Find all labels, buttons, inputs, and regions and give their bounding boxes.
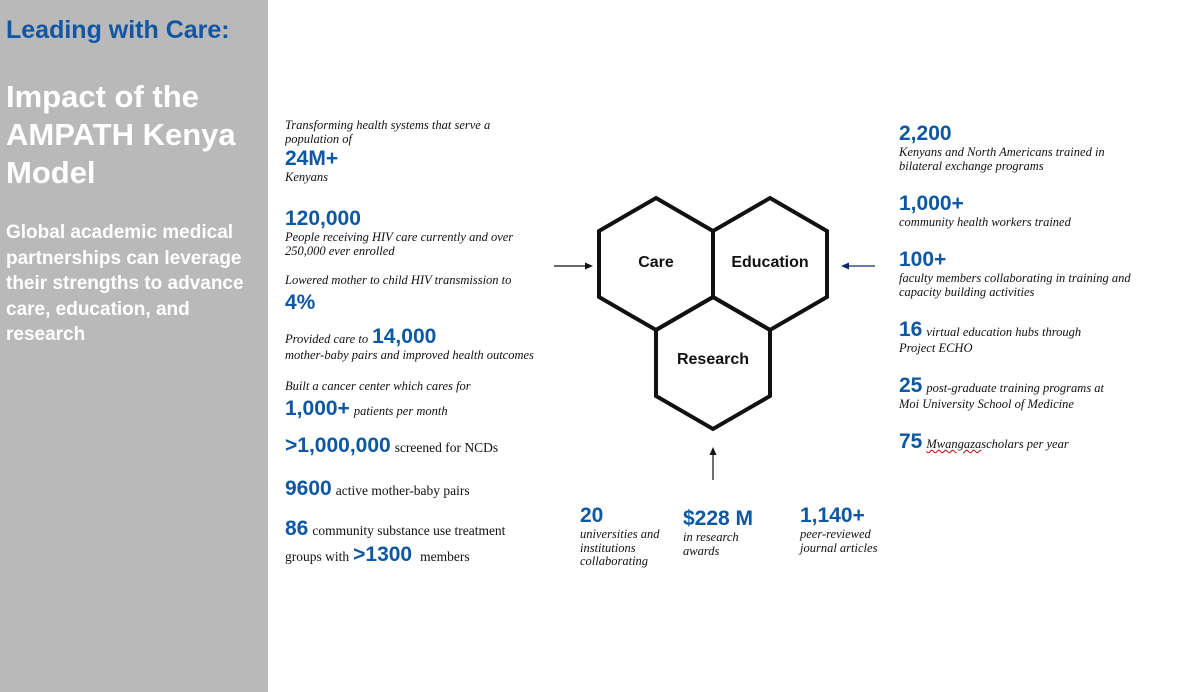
- stat-value: 86: [285, 517, 309, 540]
- slide-subtitle: Global academic medical partnerships can leverage their strengths to advance care, education, and research: [6, 222, 244, 345]
- slide-kicker: Leading with Care:: [6, 16, 230, 44]
- slide-title: Impact of the AMPATH Kenya Model: [6, 79, 236, 190]
- stat-caption: active mother-baby pairs: [335, 483, 470, 498]
- stat-mtct: [285, 274, 550, 315]
- stat-caption: community health workers trained: [899, 215, 1071, 229]
- stat-value: 2,200: [899, 122, 952, 145]
- stat-hiv-care: [285, 207, 550, 258]
- stat-caption: peer-reviewed journal articles: [800, 527, 878, 555]
- stat-echo: [899, 318, 1081, 356]
- stat-caption: community substance use treatment: [312, 523, 506, 538]
- stat-mother-baby: [285, 325, 534, 363]
- stat-caption: post-graduate training programs at: [926, 381, 1105, 395]
- stat-ncd: [285, 434, 498, 458]
- stat-value: 4%: [285, 290, 316, 314]
- stat-caption: in research awards: [683, 530, 739, 558]
- stat-value: >1300: [353, 543, 413, 566]
- stat-exchange: [899, 122, 1139, 173]
- stat-value: 20: [580, 504, 604, 527]
- stat-caption: virtual education hubs through: [926, 325, 1082, 339]
- stat-value: 24M+: [285, 147, 339, 170]
- stat-value: 1,000+: [285, 396, 350, 420]
- stat-substance-use: [285, 517, 505, 567]
- care-label: Care: [638, 254, 674, 271]
- stat-caption: Lowered mother to child HIV transmission to: [285, 273, 512, 287]
- stat-caption: Provided care to: [285, 332, 369, 346]
- stat-value: 14,000: [372, 325, 437, 348]
- stat-caption: Built a cancer center which cares for: [285, 379, 471, 393]
- stat-caption: People receiving HIV care currently and over 250,000 ever enrolled: [285, 230, 514, 258]
- stat-awards: [683, 507, 773, 558]
- sidebar: [0, 0, 268, 692]
- stat-faculty: [899, 248, 1139, 299]
- stat-caption: Project ECHO: [899, 341, 973, 355]
- stat-caption: members: [420, 549, 470, 564]
- arrow-right-icon: [554, 263, 593, 270]
- stat-caption: screened for NCDs: [394, 440, 499, 455]
- stat-caption: Kenyans and North Americans trained in bilateral exchange programs: [899, 145, 1105, 173]
- stat-caption: scholars per year: [981, 437, 1069, 451]
- stat-caption: Mwangaza: [926, 437, 982, 451]
- stat-chw: [899, 192, 1139, 230]
- stat-caption: Transforming health systems that serve a population of: [285, 118, 491, 146]
- stat-articles: [800, 504, 895, 555]
- stat-universities: [580, 504, 680, 569]
- stat-population: [285, 119, 535, 185]
- stat-caption: Kenyans: [285, 170, 329, 184]
- stat-caption: patients per month: [353, 403, 448, 418]
- education-label: Education: [731, 254, 809, 271]
- stat-value: $228 M: [683, 507, 754, 530]
- stat-value: 1,140+: [800, 504, 865, 527]
- stat-value: 100+: [899, 248, 947, 271]
- stat-value: 75: [899, 430, 923, 453]
- stat-scholars: [899, 430, 1069, 454]
- stat-postgrad: [899, 374, 1104, 412]
- stat-caption: groups with: [285, 549, 350, 564]
- stat-active-pairs: [285, 477, 470, 501]
- stat-value: 16: [899, 318, 923, 341]
- arrow-up-icon: [710, 447, 717, 480]
- stat-value: 25: [899, 374, 923, 397]
- stat-caption: faculty members collaborating in training and capacity building activities: [899, 271, 1131, 299]
- stat-value: 1,000+: [899, 192, 964, 215]
- stat-value: 9600: [285, 477, 332, 500]
- arrow-left-icon: [841, 263, 875, 270]
- stat-value: >1,000,000: [285, 434, 391, 457]
- stat-cancer-center: [285, 380, 471, 421]
- stat-caption: universities and institutions collaborating: [580, 527, 660, 568]
- stat-caption: mother-baby pairs and improved health outcomes: [285, 348, 534, 362]
- stat-caption: Moi University School of Medicine: [899, 397, 1074, 411]
- hexagon-diagram: [545, 190, 885, 490]
- research-label: Research: [676, 351, 750, 368]
- stat-value: 120,000: [285, 207, 361, 230]
